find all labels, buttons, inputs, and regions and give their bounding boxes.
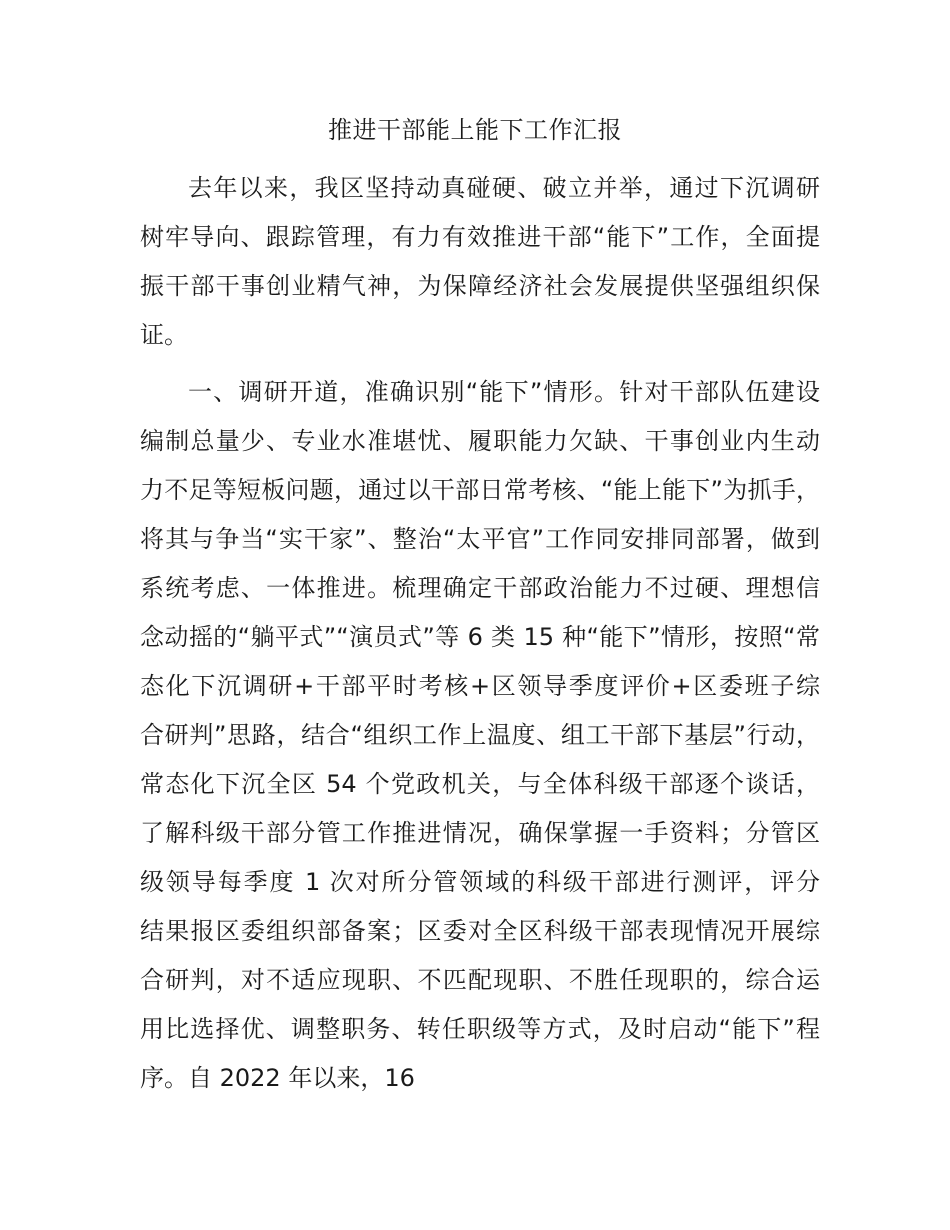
- text-line: 常态化下沉全区 54 个党政机关，与全体科级干部逐个谈话，: [140, 770, 820, 798]
- document-title: 推进干部能上能下工作汇报: [328, 116, 622, 144]
- text-line: 了解科级干部分管工作推进情况，确保掌握一手资料；分管区: [140, 819, 820, 847]
- text-line: 序。自 2022 年以来，16: [140, 1064, 415, 1092]
- paragraph-intro: [140, 164, 820, 360]
- text-line: 结果报区委组织部备案；区委对全区科级干部表现情况开展综: [140, 917, 820, 945]
- text-line: 编制总量少、专业水准堪忧、履职能力欠缺、干事创业内生动: [140, 427, 820, 455]
- text-line: 合研判，对不适应现职、不匹配现职、不胜任现职的，综合运: [140, 966, 820, 994]
- text-line: 系统考虑、一体推进。梳理确定干部政治能力不过硬、理想信: [140, 574, 820, 602]
- text-line: 级领导每季度 1 次对所分管领域的科级干部进行测评，评分: [140, 868, 820, 896]
- text-line: 态化下沉调研+干部平时考核+区领导季度评价+区委班子综: [140, 672, 820, 700]
- text-line: 一、调研开道，准确识别“能下”情形。针对干部队伍建设: [188, 378, 820, 406]
- text-line: 将其与争当“实干家”、整治“太平官”工作同安排同部署，做到: [140, 525, 820, 553]
- paragraph-section-one: [140, 368, 820, 1103]
- text-line: 证。: [140, 321, 188, 349]
- text-line: 力不足等短板问题，通过以干部日常考核、“能上能下”为抓手，: [140, 476, 820, 504]
- text-line: 念动摇的“躺平式”“演员式”等 6 类 15 种“能下”情形，按照“常: [140, 623, 820, 651]
- text-line: 用比选择优、调整职务、转任职级等方式，及时启动“能下”程: [140, 1015, 820, 1043]
- text-line: 合研判”思路，结合“组织工作上温度、组工干部下基层”行动，: [140, 721, 820, 749]
- text-line: 振干部干事创业精气神，为保障经济社会发展提供坚强组织保: [140, 272, 820, 300]
- text-line: 去年以来，我区坚持动真碰硬、破立并举，通过下沉调研: [188, 174, 820, 202]
- text-line: 树牢导向、跟踪管理，有力有效推进干部“能下”工作，全面提: [140, 223, 820, 251]
